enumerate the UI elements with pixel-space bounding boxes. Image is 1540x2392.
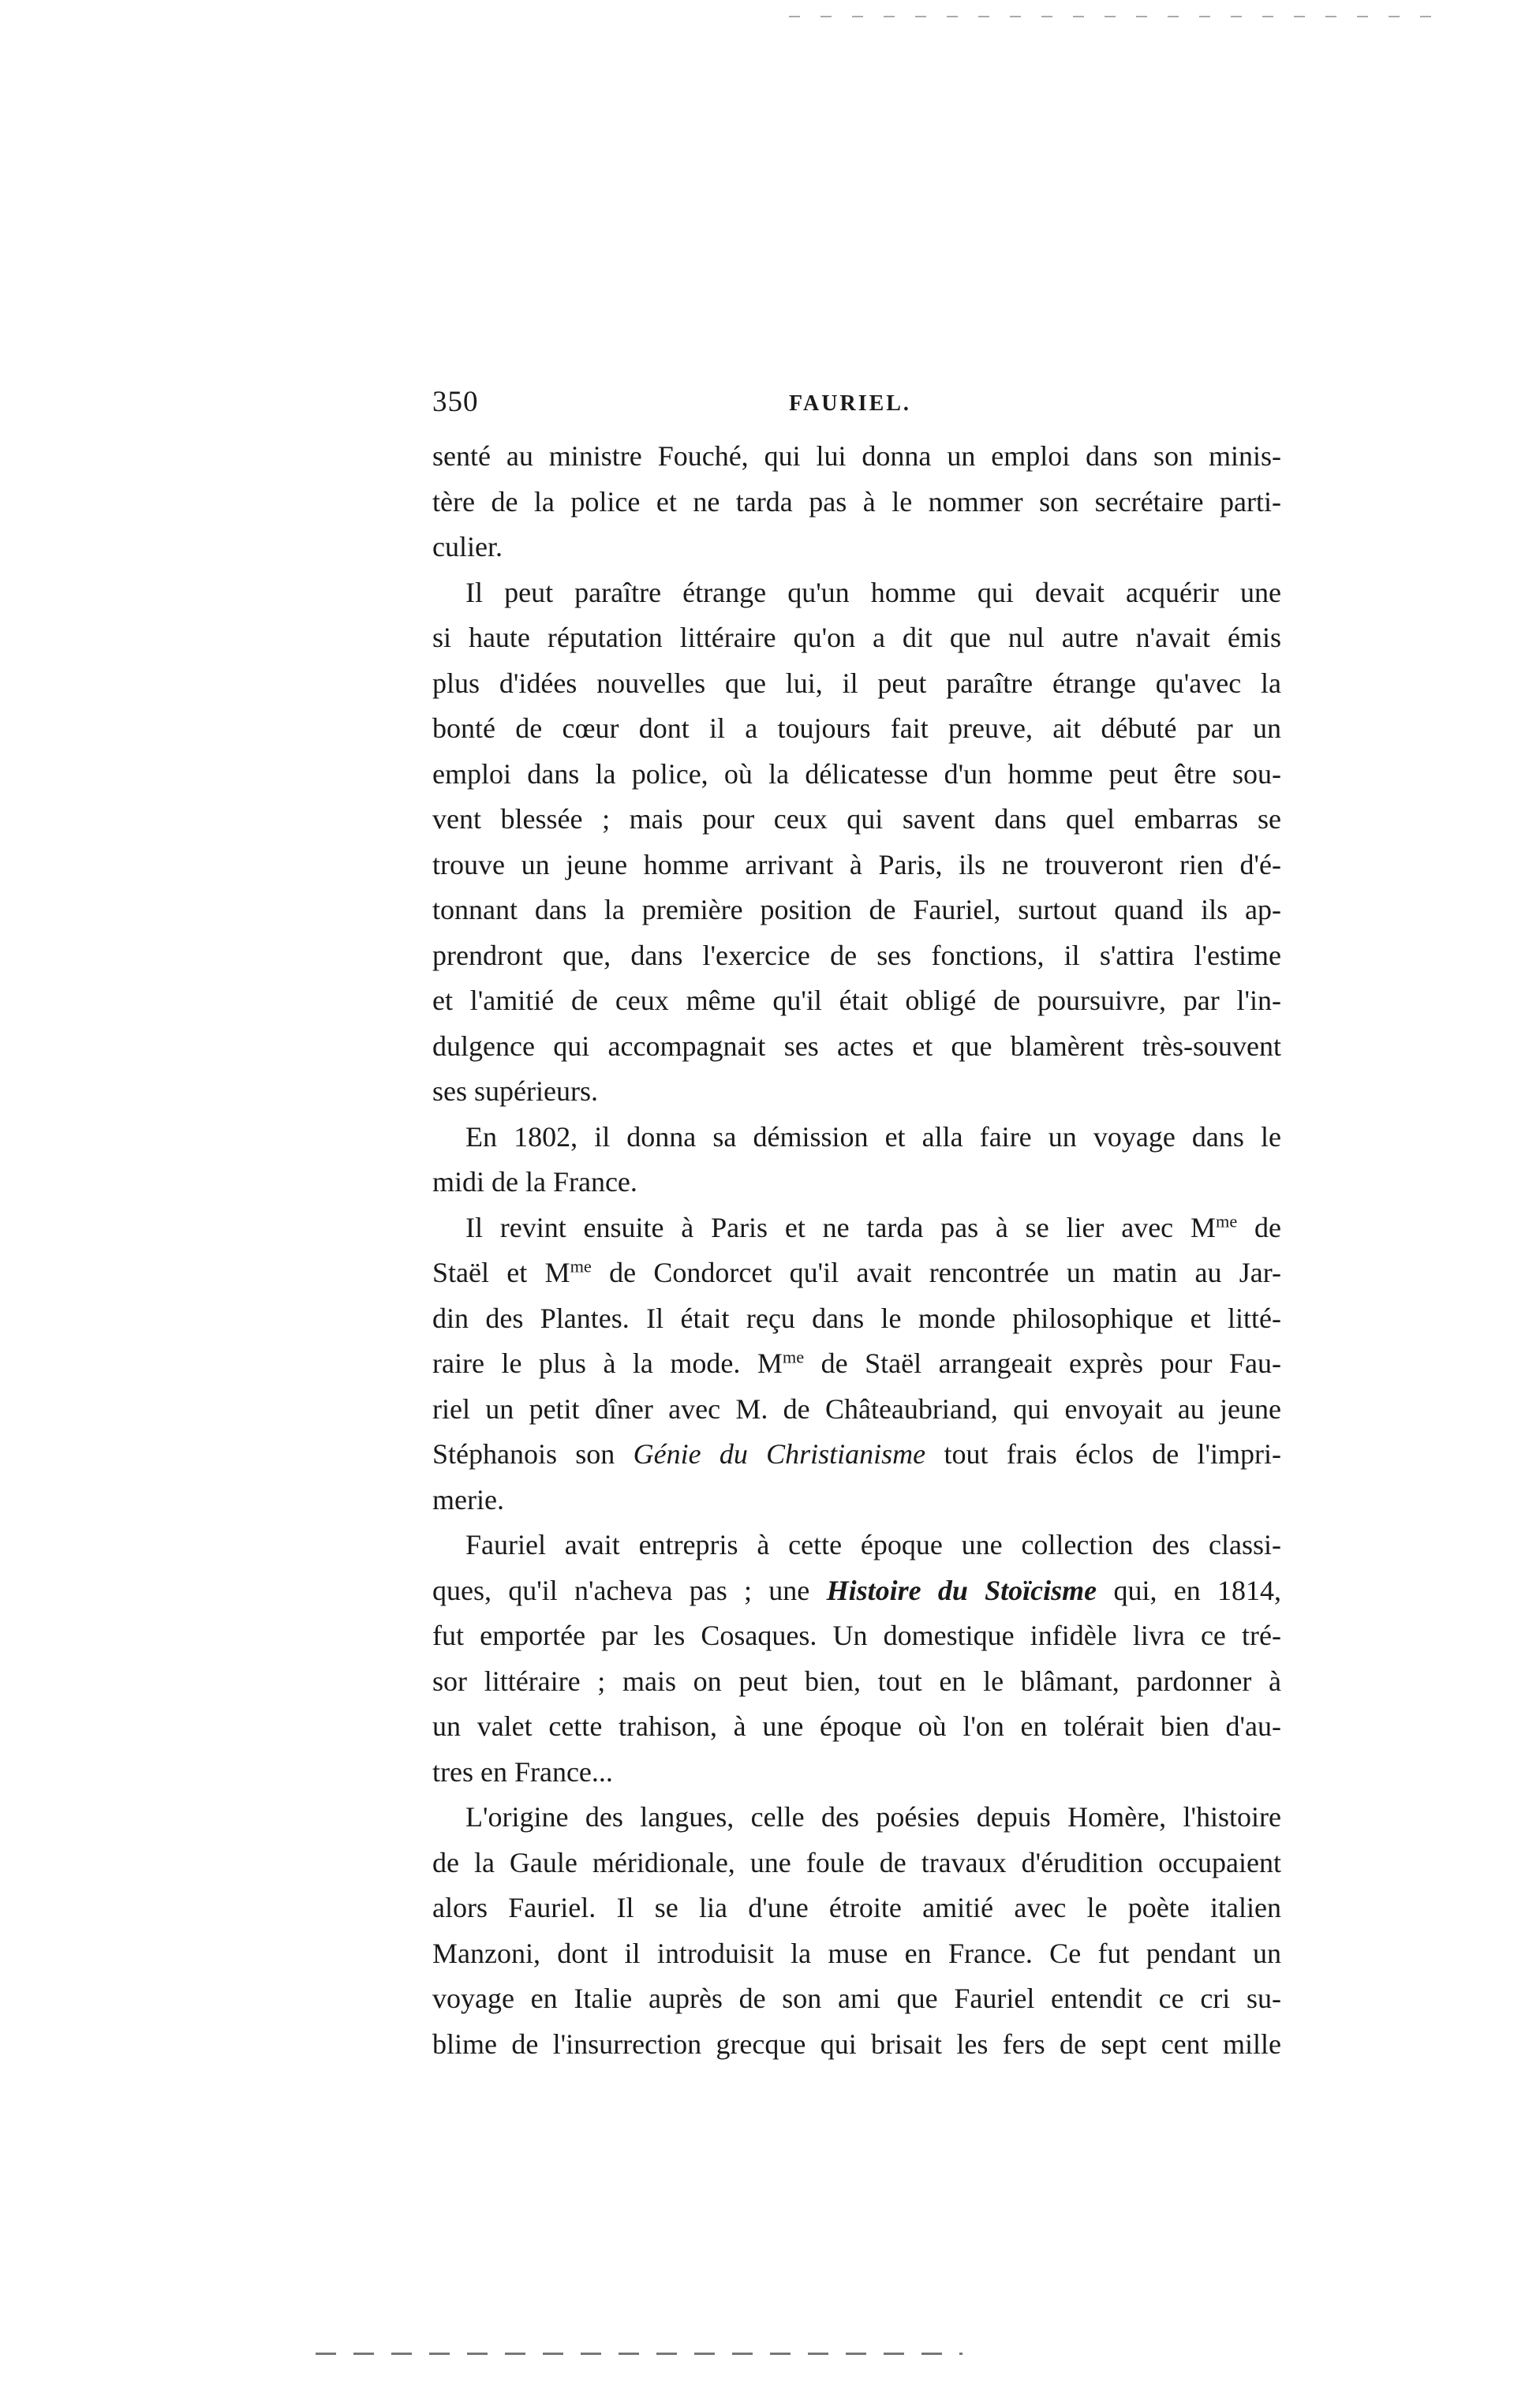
text-segment: de Staël arrangeait exprès pour Fau- <box>804 1347 1281 1379</box>
text-segment: emploi dans la police, où la délicatesse d'un homme peut être sou- <box>432 757 1281 790</box>
text-line <box>432 1976 1281 2022</box>
running-head: FAURIEL. <box>789 391 911 416</box>
text-line <box>432 933 1281 979</box>
text-segment: Stéphanois son <box>432 1438 634 1470</box>
text-line <box>432 1341 1281 1387</box>
text-line <box>432 1750 1281 1796</box>
text-line <box>432 797 1281 843</box>
text-line <box>432 843 1281 888</box>
text-segment: tout frais éclos de l'impri- <box>925 1438 1281 1470</box>
text-segment: un valet cette trahison, à une époque où l'on en tolérait bien d'au- <box>432 1710 1281 1742</box>
text-line <box>432 2022 1281 2068</box>
text-line <box>432 661 1281 707</box>
superscript-abbrev: me <box>570 1256 592 1276</box>
text-segment: culier. <box>432 531 503 562</box>
text-line <box>432 1296 1281 1342</box>
text-segment: et l'amitié de ceux même qu'il était obligé de poursuivre, par l'in- <box>432 985 1281 1016</box>
text-line <box>432 1613 1281 1659</box>
text-segment: Manzoni, dont il introduisit la muse en France. Ce fut pendant un <box>432 1937 1281 1969</box>
text-segment: de Condorcet qu'il avait rencontrée un matin au Jar- <box>591 1257 1281 1288</box>
text-segment: Il peut paraître étrange qu'un homme qui devait acquérir une <box>465 576 1281 608</box>
text-line <box>432 1704 1281 1750</box>
paragraph <box>432 1523 1281 1795</box>
text-segment: blime de l'insurrection grecque qui brisait les fers de sept cent mille <box>432 2028 1281 2060</box>
paragraph <box>432 1795 1281 2067</box>
text-segment: tonnant dans la première position de Fauriel, surtout quand ils ap- <box>432 894 1281 925</box>
text-line <box>432 525 1281 570</box>
text-line <box>432 615 1281 661</box>
text-line <box>432 888 1281 933</box>
text-segment: de la Gaule méridionale, une foule de travaux d'érudition occupaient <box>432 1846 1281 1878</box>
text-line <box>432 1115 1281 1160</box>
text-line <box>432 1841 1281 1886</box>
text-segment: tère de la police et ne tarda pas à le nommer son secrétaire parti- <box>432 485 1281 518</box>
text-segment: Staël et M <box>432 1257 570 1288</box>
text-line <box>432 1250 1281 1296</box>
text-segment: Il revint ensuite à Paris et ne tarda pas à se lier avec M <box>465 1211 1216 1243</box>
text-line <box>432 1931 1281 1977</box>
text-line <box>432 752 1281 798</box>
text-segment: dulgence qui accompagnait ses actes et que blamèrent très-souvent <box>432 1030 1281 1062</box>
title-italic: Histoire du Stoïcisme <box>826 1574 1097 1606</box>
text-line <box>432 978 1281 1024</box>
text-segment: En 1802, il donna sa démission et alla faire un voyage dans le <box>465 1120 1281 1153</box>
text-line <box>432 1069 1281 1115</box>
text-segment: ses supérieurs. <box>432 1075 598 1107</box>
page-number: 350 <box>432 386 479 418</box>
superscript-abbrev: me <box>782 1347 805 1367</box>
text-segment: qui, en 1814, <box>1097 1574 1281 1606</box>
text-line <box>432 1160 1281 1205</box>
scan-edge-marks-bottom <box>316 2353 962 2355</box>
text-line <box>432 1432 1281 1478</box>
text-segment: voyage en Italie auprès de son ami que Fauriel entendit ce cri su- <box>432 1983 1281 2014</box>
text-line <box>432 706 1281 752</box>
text-segment: sor littéraire ; mais on peut bien, tout en le blâmant, pardonner à <box>432 1665 1281 1697</box>
text-segment: midi de la France. <box>432 1166 637 1198</box>
paragraph <box>432 1205 1281 1523</box>
paragraph <box>432 570 1281 1115</box>
scan-edge-marks-top <box>789 16 1436 17</box>
page-header <box>432 385 1281 424</box>
text-segment: tres en France... <box>432 1755 613 1788</box>
text-line <box>432 1568 1281 1614</box>
text-segment: bonté de cœur dont il a toujours fait preuve, ait débuté par un <box>432 712 1281 744</box>
text-line <box>432 1523 1281 1568</box>
text-segment: trouve un jeune homme arrivant à Paris, ils ne trouveront rien d'é- <box>432 848 1281 880</box>
text-line <box>432 1795 1281 1841</box>
text-segment: merie. <box>432 1483 504 1516</box>
text-segment: de <box>1237 1211 1282 1243</box>
text-line <box>432 434 1281 480</box>
text-segment: alors Fauriel. Il se lia d'une étroite amitié avec le poète italien <box>432 1892 1281 1923</box>
paragraph <box>432 434 1281 570</box>
text-segment: fut emportée par les Cosaques. Un domestique infidèle livra ce tré- <box>432 1620 1281 1651</box>
text-segment: riel un petit dîner avec M. de Châteaubriand, qui envoyait au jeune <box>432 1392 1281 1425</box>
text-line <box>432 1659 1281 1705</box>
paragraph <box>432 1115 1281 1205</box>
text-segment: L'origine des langues, celle des poésies depuis Homère, l'histoire <box>465 1801 1281 1833</box>
text-line <box>432 1205 1281 1251</box>
body-text <box>432 434 1281 2067</box>
text-segment: raire le plus à la mode. M <box>432 1347 783 1379</box>
text-segment: prendront que, dans l'exercice de ses fonctions, il s'attira l'estime <box>432 939 1281 971</box>
text-segment: plus d'idées nouvelles que lui, il peut paraître étrange qu'avec la <box>432 667 1281 699</box>
text-segment: din des Plantes. Il était reçu dans le monde philosophique et litté- <box>432 1302 1281 1334</box>
text-line <box>432 1024 1281 1070</box>
text-segment: vent blessée ; mais pour ceux qui savent dans quel embarras se <box>432 803 1281 835</box>
text-line <box>432 1387 1281 1433</box>
text-line <box>432 1478 1281 1523</box>
text-segment: ques, qu'il n'acheva pas ; une <box>432 1574 827 1606</box>
text-segment: Fauriel avait entrepris à cette époque une collection des classi- <box>465 1529 1281 1560</box>
title-italic: Génie du Christianisme <box>633 1438 926 1470</box>
text-segment: si haute réputation littéraire qu'on a dit que nul autre n'avait émis <box>432 622 1281 653</box>
text-segment: senté au ministre Fouché, qui lui donna un emploi dans son minis- <box>432 440 1281 472</box>
text-line <box>432 570 1281 616</box>
superscript-abbrev: me <box>1215 1211 1238 1232</box>
text-line <box>432 480 1281 525</box>
text-line <box>432 1886 1281 1931</box>
